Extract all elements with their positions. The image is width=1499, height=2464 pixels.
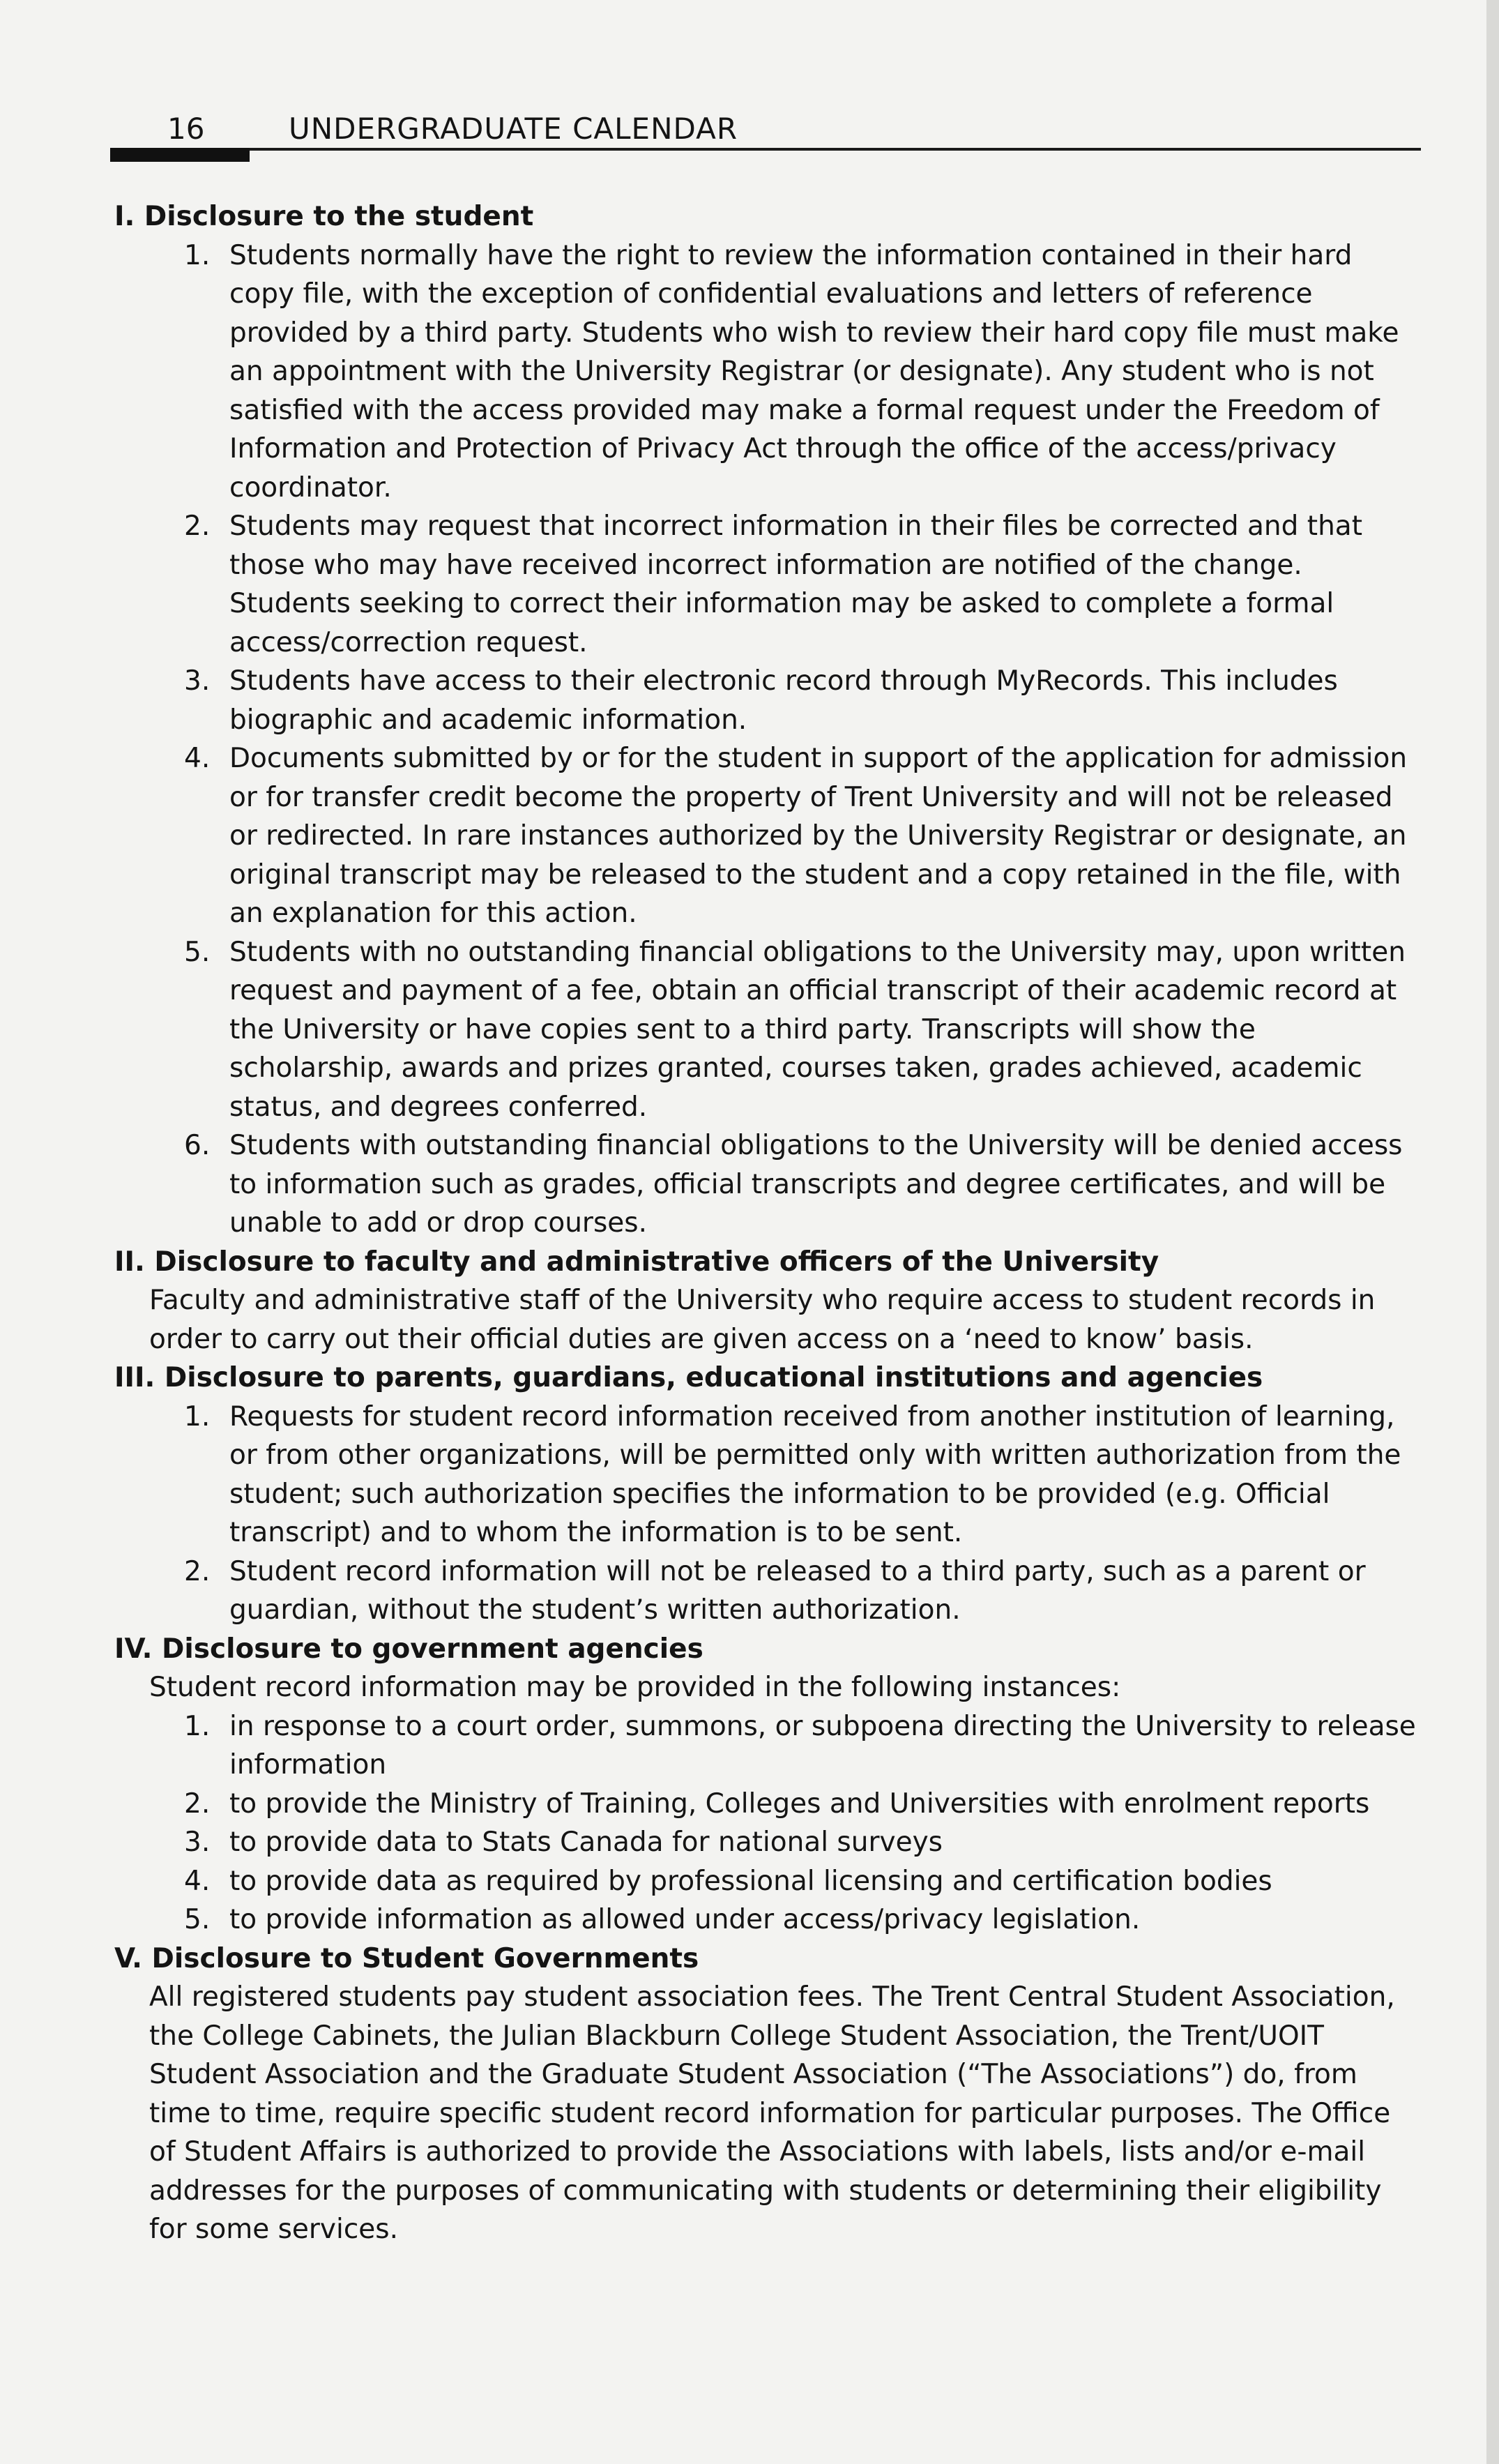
list-item	[114, 507, 1425, 662]
page-number: 16	[167, 112, 205, 146]
section-heading: V. Disclosure to Student Governments	[114, 1942, 699, 1974]
item-number: 2.	[184, 1787, 211, 1820]
section-disclosure-to-student-governments	[114, 1940, 1425, 2249]
item-number: 2.	[184, 511, 211, 542]
section-paragraph: All registered students pay student association fees. The Trent Central Student Association, the College Cabinets, the Julian Blackburn College Student Association, the Trent/UOIT Student Association and the Graduate Student Association (“The Associations”) do, from time to time, require specific student record information for particular purposes. The Office of Student Affairs is authorized to provide the Associations with labels, lists and/or e-mail addresses for the purposes of communicating with students or determining their eligibility for some services.	[149, 1981, 1395, 2245]
list-item	[114, 933, 1425, 1127]
list-item	[114, 1398, 1425, 1552]
list-item	[114, 662, 1425, 739]
list-item	[114, 1126, 1425, 1243]
list-item	[114, 739, 1425, 933]
item-text: Students have access to their electronic record through MyRecords. This includes biographic and academic information.	[229, 665, 1338, 736]
item-text: Student record information will not be released to a third party, such as a parent or guardian, without the student’s written authorization.	[229, 1555, 1366, 1626]
item-text: Students may request that incorrect information in their files be corrected and that those who may have received incorrect information are notified of the change. Students seeking to correct their information may be asked to complete a formal access/correction request.	[229, 511, 1362, 658]
numbered-list	[114, 1707, 1425, 1940]
item-text: in response to a court order, summons, or subpoena directing the University to release information	[229, 1710, 1416, 1781]
list-item	[114, 236, 1425, 508]
section-disclosure-to-parents	[114, 1359, 1425, 1630]
page-header	[110, 105, 1421, 160]
section-heading: II. Disclosure to faculty and administrative officers of the University	[114, 1246, 1159, 1278]
list-item	[114, 1862, 1425, 1901]
section-disclosure-to-student	[114, 197, 1425, 1243]
numbered-list	[114, 1398, 1425, 1630]
item-number: 5.	[184, 936, 211, 968]
item-number: 6.	[184, 1130, 211, 1161]
section-paragraph: Student record information may be provided in the following instances:	[149, 1672, 1121, 1703]
item-text: to provide information as allowed under access/privacy legislation.	[229, 1904, 1141, 1935]
list-item	[114, 1900, 1425, 1940]
header-rule-accent	[110, 148, 250, 162]
item-text: Requests for student record information received from another institution of learning, or from other organizations, will be permitted only with written authorization from the student; such authorization specifies the information to be provided (e.g. Official transcript) and to whom the information is to be sent.	[229, 1400, 1401, 1548]
numbered-list	[114, 236, 1425, 1243]
item-text: Students normally have the right to review the information contained in their hard copy file, with the exception of confidential evaluations and letters of reference provided by a third party. Students who wish to review their hard copy file must make an appointment with the University Registrar (or designate). Any student who is not satisfied with the access provided may make a formal request under the Freedom of Information and Protection of Privacy Act through the office of the access/privacy coordinator.	[229, 239, 1399, 504]
item-text: Documents submitted by or for the student in support of the application for admission or for transfer credit become the property of Trent University and will not be released or redirected. In rare instances authorized by the University Registrar or designate, an original transcript may be released to the student and a copy retained in the file, with an explanation for this action.	[229, 743, 1408, 929]
item-text: to provide data to Stats Canada for national surveys	[229, 1827, 943, 1858]
item-number: 1.	[184, 1400, 211, 1433]
item-text: to provide data as required by professional licensing and certification bodies	[229, 1865, 1272, 1897]
item-text: Students with outstanding financial obligations to the University will be denied access to information such as grades, official transcripts and degree certificates, and will be unable to add or drop courses.	[229, 1130, 1403, 1239]
item-number: 2.	[184, 1555, 211, 1587]
running-title: UNDERGRADUATE CALENDAR	[289, 112, 738, 146]
item-number: 5.	[184, 1904, 211, 1935]
list-item	[114, 1552, 1425, 1630]
page-edge-shadow	[1486, 0, 1499, 2464]
section-paragraph: Faculty and administrative staff of the University who require access to student records in order to carry out their official duties are given access on a ‘need to know’ basis.	[149, 1285, 1376, 1355]
section-disclosure-to-faculty	[114, 1243, 1425, 1359]
list-item	[114, 1707, 1425, 1785]
item-text: Students with no outstanding financial obligations to the University may, upon written request and payment of a fee, obtain an official transcript of their academic record at the University or have copies sent to a third party. Transcripts will show the scholarship, awards and prizes granted, courses taken, grades achieved, academic status, and degrees conferred.	[229, 936, 1406, 1123]
item-text: to provide the Ministry of Training, Colleges and Universities with enrolment reports	[229, 1787, 1370, 1820]
item-number: 4.	[184, 1865, 211, 1897]
header-rule	[110, 148, 1421, 151]
item-number: 1.	[184, 239, 211, 271]
list-item	[114, 1823, 1425, 1862]
item-number: 3.	[184, 1827, 211, 1858]
section-heading: III. Disclosure to parents, guardians, educational institutions and agencies	[114, 1362, 1263, 1393]
document-body	[114, 197, 1425, 2249]
section-disclosure-to-government	[114, 1630, 1425, 1940]
list-item	[114, 1785, 1425, 1824]
item-number: 1.	[184, 1710, 211, 1742]
item-number: 4.	[184, 743, 211, 774]
item-number: 3.	[184, 665, 211, 697]
section-heading: IV. Disclosure to government agencies	[114, 1633, 703, 1665]
section-heading: I. Disclosure to the student	[114, 201, 534, 232]
